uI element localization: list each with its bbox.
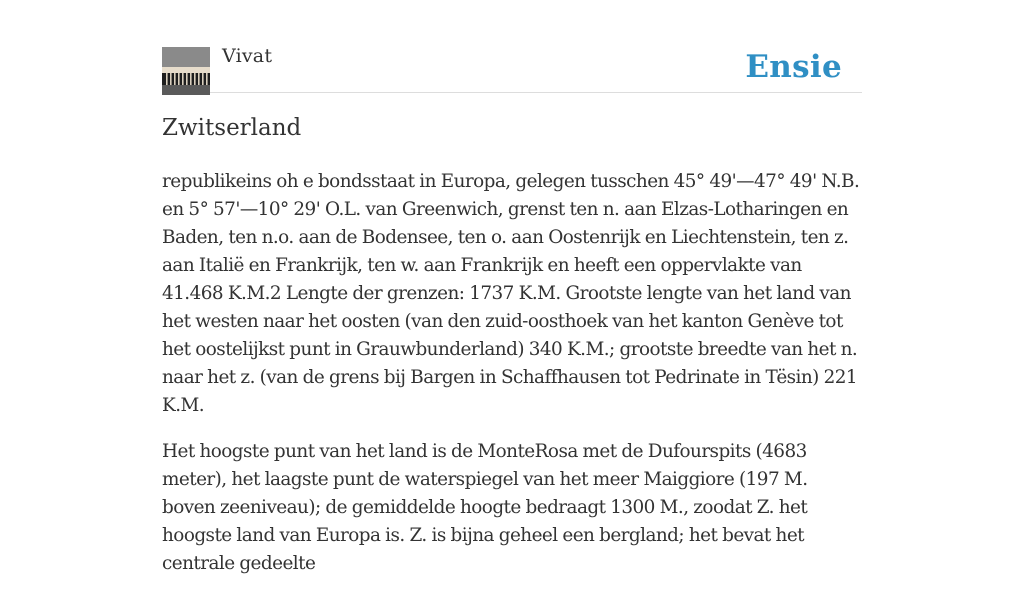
author-name[interactable]: Vivat <box>222 45 273 67</box>
brand-logo[interactable]: Ensie <box>745 49 842 85</box>
content-column <box>162 0 862 574</box>
article-body <box>162 168 862 596</box>
header <box>162 0 862 93</box>
paragraph: Het hoogste punt van het land is de MonteRosa met de Dufourspits (4683 meter), het laagste punt de waterspiegel van het meer Maiggiore (197 M. boven zeeniveau); de gemiddelde hoogte bedraagt 1300 M., zoodat Z. het hoogste land van Europa is. Z. is bijna geheel een bergland; het bevat het centrale gedeelte <box>162 441 808 574</box>
paragraph: republikeins oh e bondsstaat in Europa, gelegen tusschen 45° 49'—47° 49' N.B. en 5° 57'—10° 29' O.L. van Greenwich, grenst ten n. aan Elzas-Lotharingen en Baden, ten n.o. aan de Bodensee, ten o. aan Oostenrijk en Liechtenstein, ten z. aan Italië en Frankrijk, ten w. aan Frankrijk en heeft een oppervlakte van 41.468 K.M.2 Lengte der grenzen: 1737 K.M. Grootste lengte van het land van het westen naar het oosten (van den zuid-oosthoek van het kanton Genève tot het oostelijkst punt in Grauwbunderland) 340 K.M.; grootste breedte van het n. naar het z. (van de grens bij Bargen in Schaffhausen tot Pedrinate in Tësin) 221 K.M. <box>162 171 860 416</box>
avatar[interactable] <box>162 47 210 95</box>
page-title: Zwitserland <box>162 115 302 141</box>
bookshelf-avatar-icon <box>162 47 210 95</box>
